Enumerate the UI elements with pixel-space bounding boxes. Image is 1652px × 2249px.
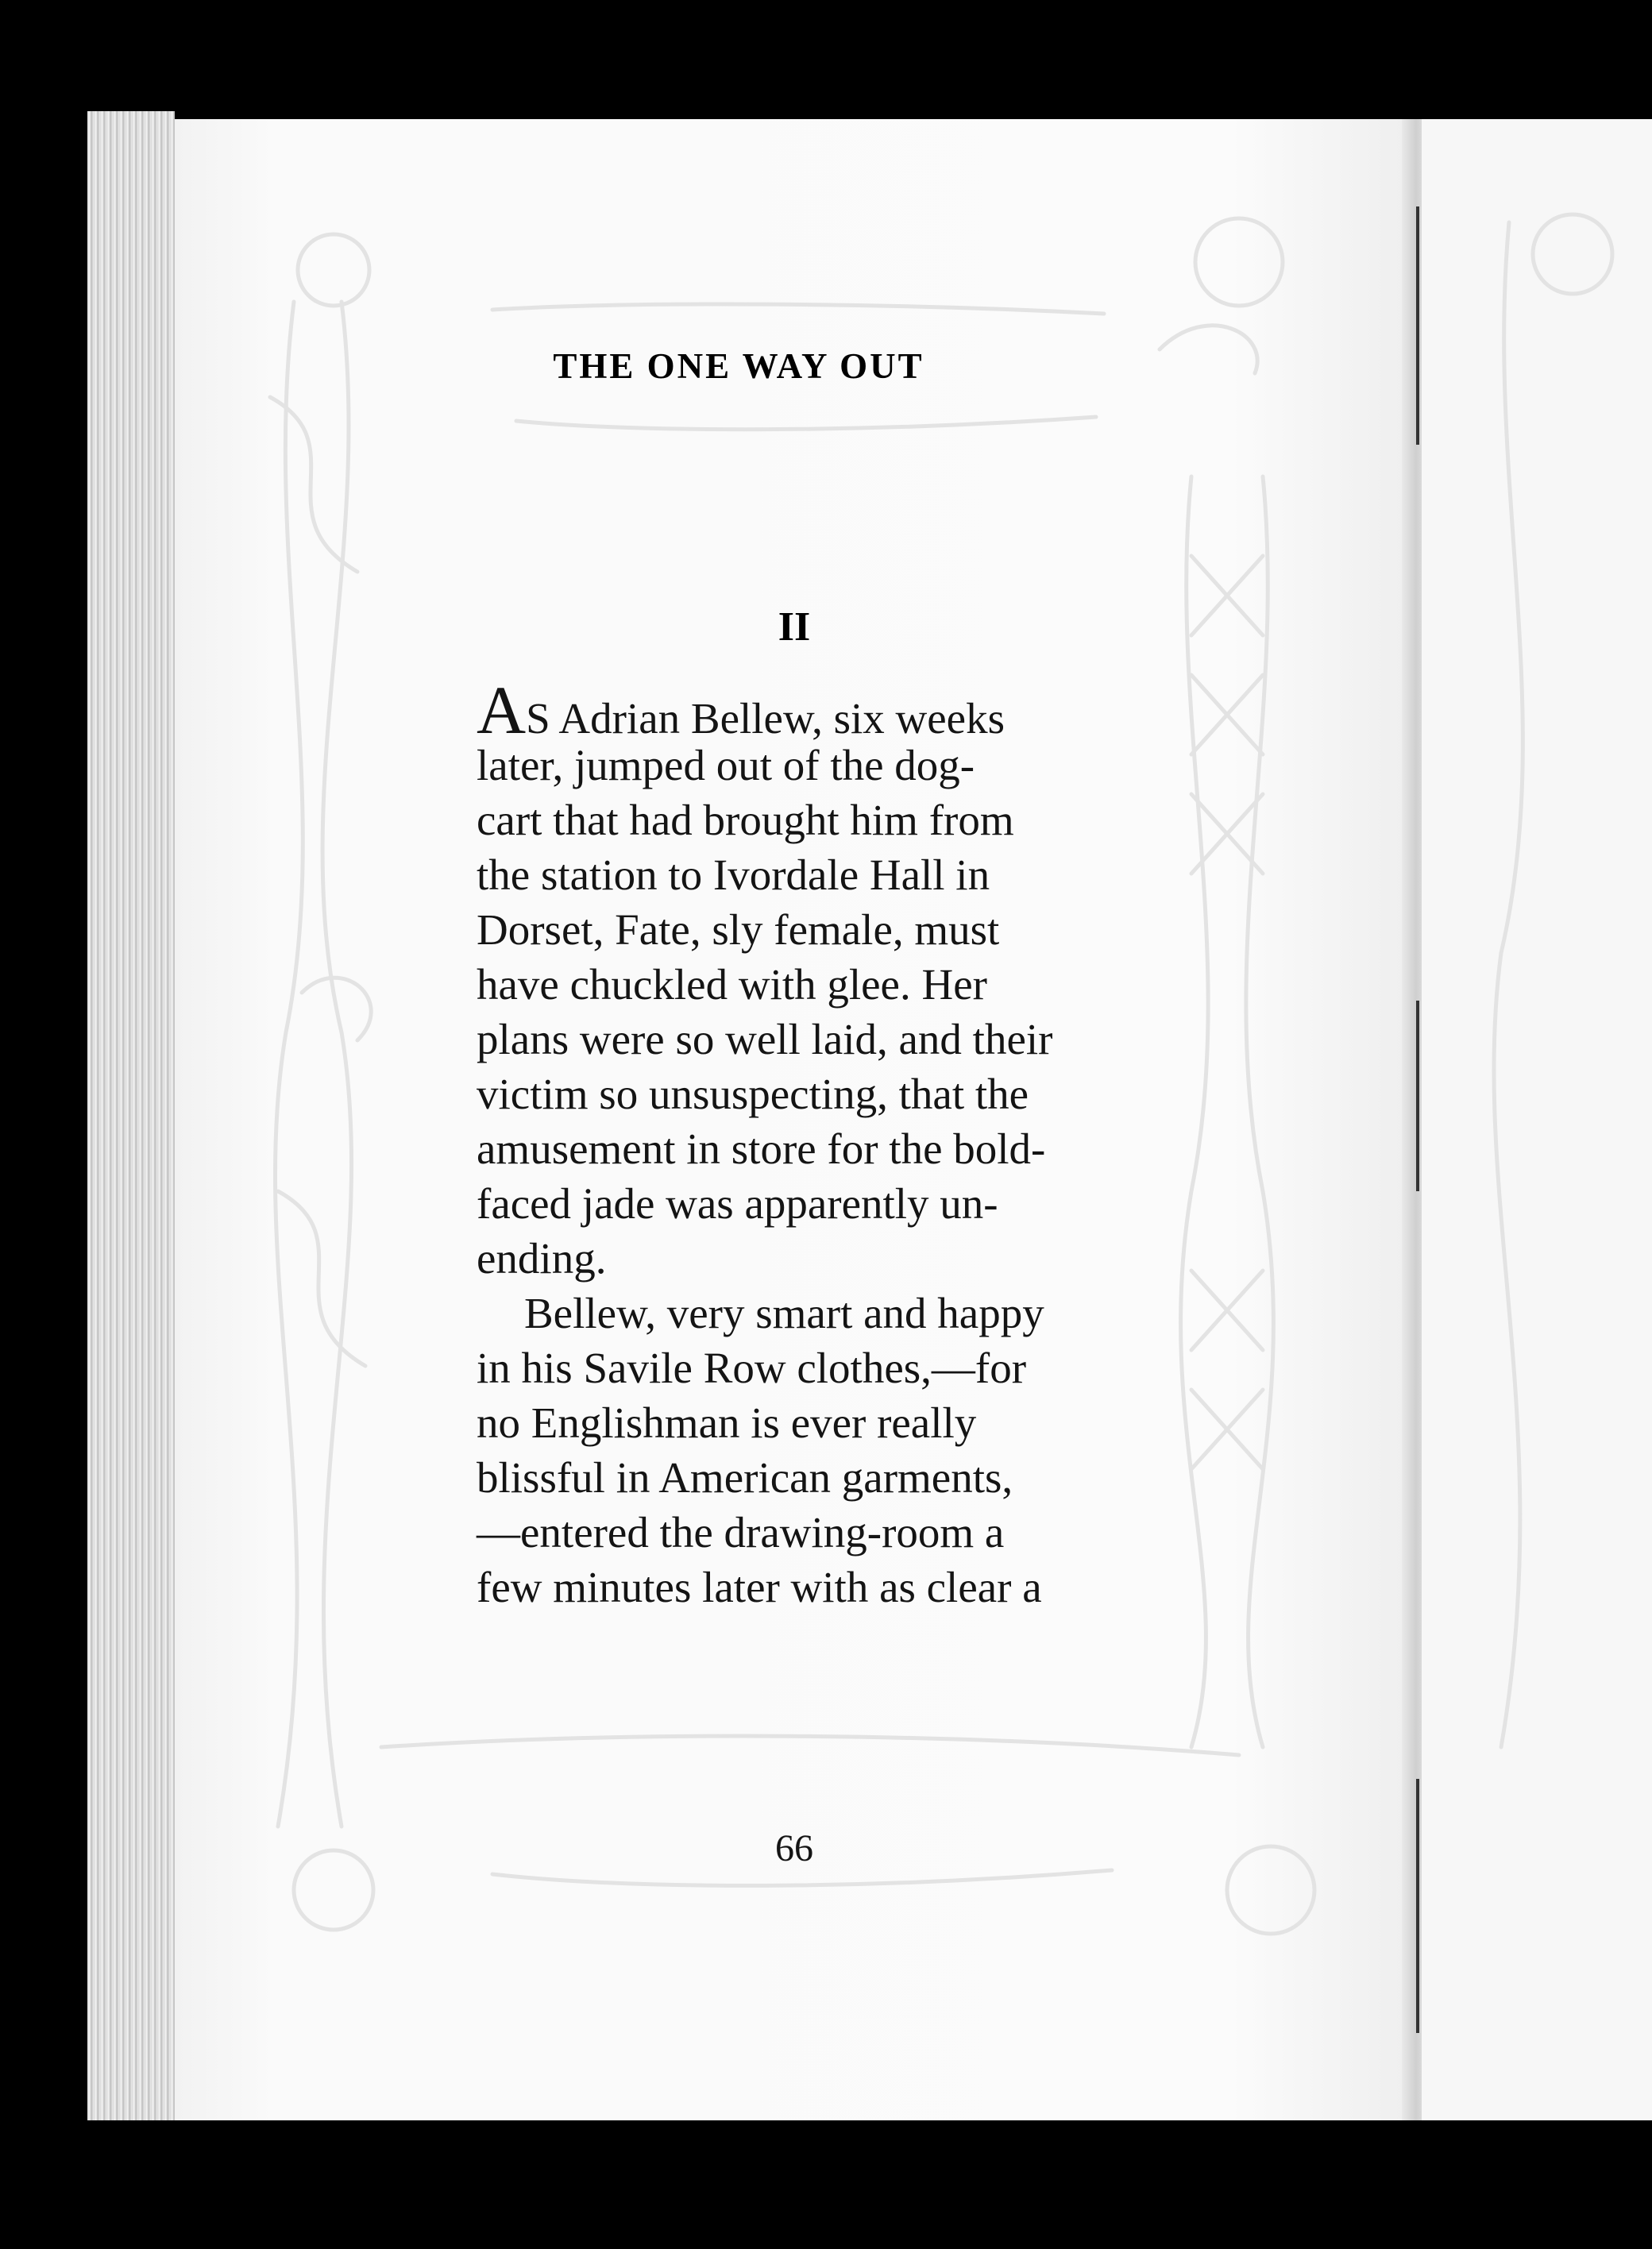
line-text: Dorset, Fate, sly female, must bbox=[477, 905, 1000, 954]
drop-cap: A bbox=[477, 672, 527, 748]
text-line bbox=[477, 847, 1120, 902]
line-text: plans were so well laid, and their bbox=[477, 1015, 1053, 1063]
text-line bbox=[477, 957, 1120, 1012]
text-line bbox=[477, 1505, 1120, 1560]
text-line bbox=[477, 1450, 1120, 1505]
text-line bbox=[477, 1121, 1120, 1176]
page-number: 66 bbox=[775, 1827, 813, 1869]
line-text: in his Savile Row clothes,—for bbox=[477, 1344, 1027, 1392]
text-line bbox=[477, 1012, 1120, 1067]
chapter-number: II bbox=[778, 604, 811, 650]
line-text: Bellew, very smart and happy bbox=[524, 1289, 1044, 1337]
body-text bbox=[477, 672, 1120, 1614]
line-text: —entered the drawing-room a bbox=[477, 1508, 1005, 1557]
line-text: no Englishman is ever really bbox=[477, 1398, 977, 1447]
line-text: victim so unsuspecting, that the bbox=[477, 1070, 1029, 1118]
line-text: few minutes later with as clear a bbox=[477, 1563, 1042, 1611]
line-text: cart that had brought him from bbox=[477, 796, 1014, 844]
line-text: S Adrian Bellew, six weeks bbox=[526, 694, 1005, 743]
text-line bbox=[477, 1286, 1120, 1341]
line-text: have chuckled with glee. Her bbox=[477, 960, 987, 1009]
text-line bbox=[477, 1067, 1120, 1121]
text-line bbox=[477, 793, 1120, 847]
line-text: blissful in American garments, bbox=[477, 1453, 1013, 1502]
running-head: THE ONE WAY OUT bbox=[553, 346, 924, 386]
text-line bbox=[477, 1341, 1120, 1395]
text-line bbox=[477, 672, 1120, 748]
text-line bbox=[477, 738, 1120, 793]
right-page-edge bbox=[1422, 119, 1652, 2120]
line-text: amusement in store for the bold- bbox=[477, 1124, 1046, 1173]
page-edges bbox=[87, 111, 175, 2120]
first-line bbox=[477, 672, 1005, 748]
text-line bbox=[477, 1560, 1120, 1614]
line-text: faced jade was apparently un- bbox=[477, 1179, 998, 1228]
line-text: the station to Ivordale Hall in bbox=[477, 851, 990, 899]
line-text: ending. bbox=[477, 1234, 607, 1283]
line-text: later, jumped out of the dog- bbox=[477, 741, 975, 789]
text-line bbox=[477, 902, 1120, 957]
text-line bbox=[477, 1395, 1120, 1450]
text-line bbox=[477, 1231, 1120, 1286]
text-line bbox=[477, 1176, 1120, 1231]
